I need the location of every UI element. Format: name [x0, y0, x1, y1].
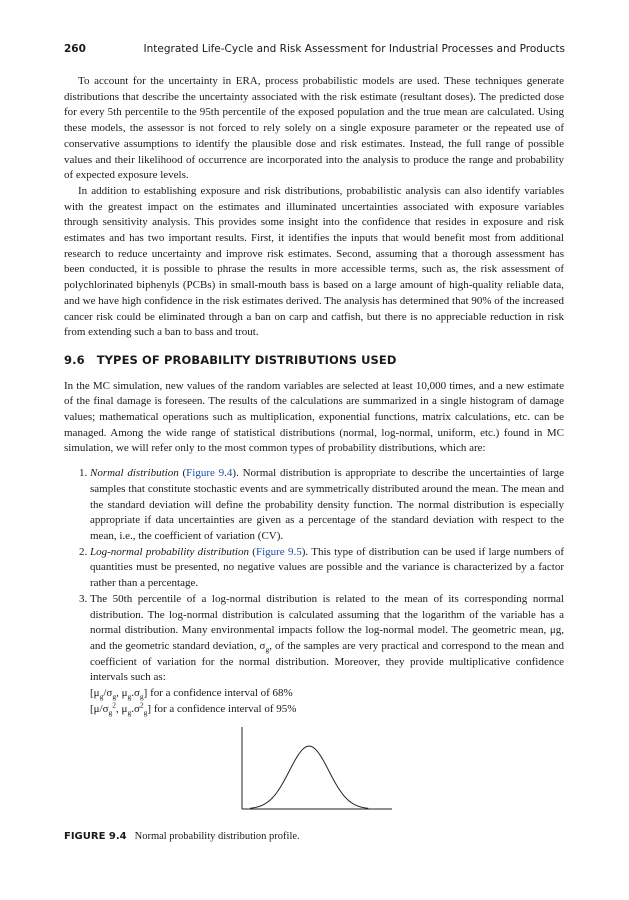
list-text-lognormal: ). This type of distribution can be used if large numbers of quantities must be presented, no negative values are possible and the variance is characterized by a factor rather than a percentage.	[90, 545, 564, 590]
book-title: Integrated Life-Cycle and Risk Assessment for Industrial Processes and Products	[143, 43, 565, 55]
figure-9-4	[235, 725, 395, 815]
caption-text: Normal probability distribution profile.	[134, 831, 300, 842]
list-item-percentile: 3. The 50th percentile of a log-normal distribution is related to the mean of its corresponding normal distribution. The log-normal distribution is calculated assuming that the logarithm of the variable has a normal distribution. Many environmental impacts follow the log-normal model. The geometric mean, μg, and the geometric standard deviation, $\sigma_g$, of the samples are very practical and correspond to the mean and coefficient of variation for the normal distribution. Moreover, they provide multiplicative confidence intervals such as: [$\mu_g/\sigma_g$, $\mu_g.\sigma_g$] for a confidence interval of 68% [$\mu/\sigma_g^2$, $\mu_g.\sigma^2_g$] for a confidence interval of 95%	[90, 592, 564, 718]
distribution-list	[64, 466, 564, 717]
figure-caption	[64, 831, 300, 842]
list-item-lognormal: 2. Log-normal probability distribution (Figure 9.5). This type of distribution can be used if large numbers of quantities must be presented, no negative values are possible and the variance is characterized by a factor rather than a percentage.	[90, 545, 564, 592]
term-normal: Normal distribution	[90, 467, 179, 480]
list-text-percentile-a: The 50th percentile of a log-normal distribution is related to the mean of its corresponding normal distribution. The log-normal distribution is calculated assuming that the logarithm of the variable has a normal distribution. Many environmental impacts follow the log-normal model. The geometric mean, μg, and the geometric standard deviation, σ	[90, 592, 564, 652]
page-number: 260	[64, 43, 86, 55]
formula-ci-95: [$\mu/\sigma_g^2$, $\mu_g.\sigma^2_g$]	[90, 700, 152, 717]
list-text-normal: ). Normal distribution is appropriate to describe the uncertainties of large samples that constitute stochastic events and are symmetrically distributed around the mean. The mean and the standard deviation will define the probability density function. The normal distribution is especially appropriate if data uncertainties are given as a percentage of the standard deviation with respect to the mean, i.e., the coefficient of variation (CV).	[90, 467, 564, 542]
paragraph-uncertainty: To account for the uncertainty in ERA, process probabilistic models are used. These techniques generate distributions that describe the uncertainty associated with the risk estimate (resultant doses). The predicted dose for every 5th percentile to the 95th percentile of the exposed population and the true mean are calculated. Using these models, the assessor is not forced to rely solely on a single exposure parameter or the repeated use of conservative assumptions to identify the plausible dose and risk estimates. Instead, the full range of possible values and their likelihood of occurrence are incorporated into the analysis to produce the range and probability of expected exposure levels.	[64, 75, 564, 182]
figure-9-4-link[interactable]: Figure 9.4	[186, 467, 233, 480]
formula-ci-68: [$\mu_g/\sigma_g$, $\mu_g.\sigma_g$]	[90, 687, 148, 702]
figure-9-5-link[interactable]: Figure 9.5	[255, 545, 302, 558]
ci-68-text: for a confidence interval of 68%	[147, 687, 293, 700]
normal-curve-line	[250, 746, 368, 808]
list-item-normal: 1. Normal distribution (Figure 9.4). Normal distribution is appropriate to describe the uncertainties of large samples that constitute stochastic events and are symmetrically distributed around the mean. The mean and the standard deviation will define the probability density function. The normal distribution is especially appropriate if data uncertainties are given as a percentage of the standard deviation with respect to the mean, i.e., the coefficient of variation (CV).	[90, 466, 564, 545]
normal-distribution-chart	[235, 725, 395, 815]
running-header	[64, 43, 565, 59]
figure-label: FIGURE 9.4	[64, 831, 127, 842]
body-text	[64, 74, 564, 717]
term-lognormal: Log-normal probability distribution	[90, 545, 249, 558]
list-text-percentile-b: , of the samples are very practical and correspond to the mean and coefficient of variation for the normal distribution. Moreover, they provide multiplicative confidence intervals such as:	[90, 639, 564, 684]
section-heading	[64, 353, 564, 369]
paragraph-sensitivity: In addition to establishing exposure and risk distributions, probabilistic analysis can also identify variables with the greatest impact on the estimates and illuminated uncertainties associated with exposure variables through sensitivity analysis. This provides some insight into the confidence that resides in exposure and risk estimates and has two important results. First, it identifies the inputs that would benefit most from additional research to reduce uncertainty and improve risk estimates. Second, assuming that a thorough assessment has been conducted, it is possible to phrase the results in more accessible terms, such as, the risk assessment of polychlorinated biphenyls (PCBs) in small-mouth bass is based on a large amount of high-quality reliable data, and we have high confidence in the risk estimates derived. The analysis has determined that 90% of the increased cancer risk could be eliminated through a ban on carp and catfish, but there is no appreciable reduction in risk from extending such a ban to bass and trout.	[64, 184, 564, 339]
section-number: 9.6	[64, 352, 85, 367]
section-title: TYPES OF PROBABILITY DISTRIBUTIONS USED	[96, 352, 397, 367]
paragraph-mc-simulation: In the MC simulation, new values of the random variables are selected at least 10,000 times, and a new estimate of the final damage is foreseen. The results of the calculations are summarized in a single histogram of damage values; mathematical operations such as multiplication, exponential functions, matrix calculations, etc. can be managed. Among the wide range of statistical distributions (normal, log-normal, uniform, etc.) found in MC simulation, we will refer only to the most common types of probability distributions, which are:	[64, 379, 564, 455]
ci-95-text: for a confidence interval of 95%	[151, 702, 297, 715]
